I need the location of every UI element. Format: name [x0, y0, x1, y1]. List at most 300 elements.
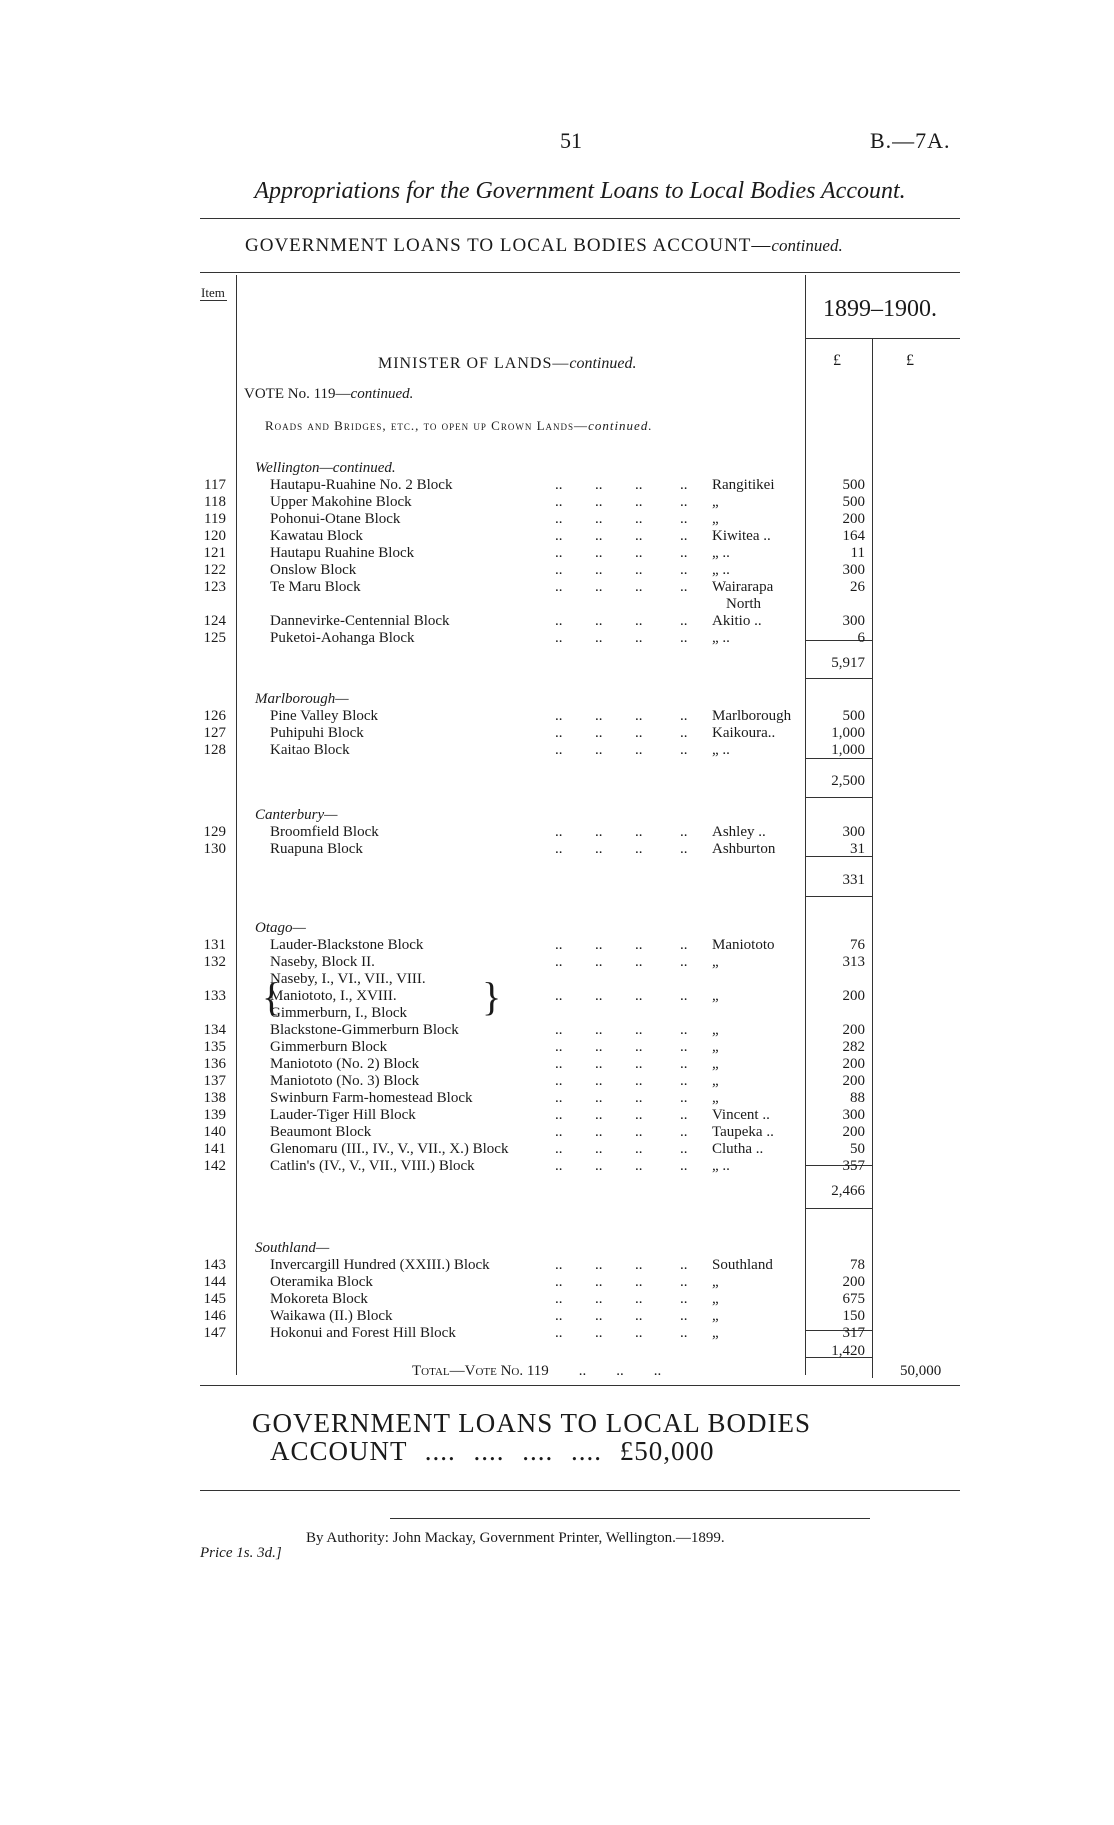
leader-dots: ..: [635, 1022, 643, 1038]
district-name: Wairarapa: [712, 579, 774, 595]
amount-value: 88: [850, 1090, 865, 1106]
item-number: 118: [204, 494, 226, 510]
amount-value: 200: [842, 1274, 865, 1290]
table-row: [0, 1073, 1114, 1090]
table-row: [0, 545, 1114, 562]
table-row: [0, 1325, 1114, 1342]
leader-dots: ..: [555, 1141, 563, 1157]
amount-value: 1,000: [831, 742, 865, 758]
grand-total-line1: GOVERNMENT LOANS TO LOCAL BODIES: [252, 1408, 812, 1438]
leader-dots: ..: [635, 1124, 643, 1140]
grouping-brace-right: }: [482, 974, 502, 1019]
table-row: [0, 1005, 1114, 1022]
leader-dots: ..: [680, 477, 688, 493]
block-name: Mokoreta Block: [270, 1291, 368, 1307]
leader-dots: ..: [595, 562, 603, 578]
leader-dots: ..: [555, 742, 563, 758]
leader-dots: ..: [635, 1039, 643, 1055]
leader-dots: ..: [680, 841, 688, 857]
leader-dots: ..: [555, 579, 563, 595]
item-number: 136: [203, 1056, 226, 1072]
table-row: [0, 630, 1114, 647]
leader-dots: ..: [595, 841, 603, 857]
item-number: 123: [203, 579, 226, 595]
leader-dots: ..: [680, 937, 688, 953]
table-row: [0, 1274, 1114, 1291]
leader-dots: ..: [555, 1325, 563, 1341]
leader-dots: ..: [680, 725, 688, 741]
price-note: Price 1s. 3d.]: [200, 1545, 282, 1561]
item-number: 138: [203, 1090, 226, 1106]
district-name: Southland: [712, 1257, 773, 1273]
item-number: 137: [203, 1073, 226, 1089]
page-number: 51: [560, 128, 582, 153]
leader-dots: ..: [635, 1090, 643, 1106]
minister-heading-suffix: continued.: [569, 355, 637, 372]
district-name: Kiwitea ..: [712, 528, 771, 544]
leader-dots: ..: [680, 1325, 688, 1341]
subtotal-bottom-canterbury: [805, 896, 872, 897]
table-row: [0, 725, 1114, 742]
leader-dots: ..: [635, 742, 643, 758]
block-name: Glenomaru (III., IV., V., VII., X.) Block: [270, 1141, 509, 1157]
district-name: „: [712, 1308, 719, 1324]
item-number: 146: [203, 1308, 226, 1324]
amount-value: 164: [842, 528, 865, 544]
district-name: Clutha ..: [712, 1141, 764, 1157]
leader-dots: ..: [680, 1056, 688, 1072]
leader-dots: ..: [595, 1124, 603, 1140]
block-name: Pohonui-Otane Block: [270, 511, 401, 527]
amount-value: 50: [850, 1141, 865, 1157]
item-number: 141: [203, 1141, 226, 1157]
amount-value: 300: [842, 613, 865, 629]
leader-dots: ..: [680, 1022, 688, 1038]
item-number: 121: [203, 545, 226, 561]
table-row: [0, 477, 1114, 494]
block-name: Waikawa (II.) Block: [270, 1308, 393, 1324]
leader-dots: ..: [635, 1158, 643, 1174]
block-name: Puhipuhi Block: [270, 725, 364, 741]
leader-dots: ..: [595, 613, 603, 629]
leader-dots: ..: [635, 1257, 643, 1273]
region-heading: Wellington—continued.: [255, 460, 396, 476]
leader-dots: ..: [635, 1325, 643, 1341]
roads-heading: [265, 418, 653, 434]
leader-dots: ..: [635, 1107, 643, 1123]
leader-dots: ..: [635, 1073, 643, 1089]
leader-dots: ..: [635, 725, 643, 741]
table-row: [0, 1308, 1114, 1325]
leader-dots: ..: [555, 511, 563, 527]
district-name: Maniototo: [712, 937, 775, 953]
leader-dots: ..: [635, 824, 643, 840]
district-name: „: [712, 988, 719, 1004]
vote-heading: [244, 386, 413, 403]
amount-value: 675: [842, 1291, 865, 1307]
leader-dots: ..: [680, 708, 688, 724]
leader-dots: ..: [595, 630, 603, 646]
block-name: Gimmerburn Block: [270, 1039, 388, 1055]
grouping-brace-left: {: [262, 974, 282, 1019]
leader-dots: ..: [555, 1107, 563, 1123]
district-name: Marlborough: [712, 708, 792, 724]
district-name: „: [712, 1325, 719, 1341]
leader-dots: ..: [595, 579, 603, 595]
leader-dots: ..: [555, 841, 563, 857]
total-vote-label: Total—Vote No. 119 .. .. ..: [412, 1363, 662, 1379]
leader-dots: ..: [635, 511, 643, 527]
item-number: 134: [203, 1022, 226, 1038]
region-heading: Marlborough—: [255, 691, 349, 707]
leader-dots: ..: [680, 1291, 688, 1307]
leader-dots: ..: [635, 613, 643, 629]
block-name: Kaitao Block: [270, 742, 350, 758]
block-name: Hokonui and Forest Hill Block: [270, 1325, 456, 1341]
leader-dots: ..: [680, 1073, 688, 1089]
item-number: 122: [203, 562, 226, 578]
leader-dots: ..: [680, 824, 688, 840]
amount-value: 11: [850, 545, 865, 561]
page-title: Appropriations for the Government Loans to Local Bodies Account.: [254, 178, 906, 204]
table-row: [0, 824, 1114, 841]
leader-dots: ..: [635, 630, 643, 646]
amount-value: 6: [857, 630, 865, 646]
leader-dots: ..: [595, 725, 603, 741]
amount-value: 200: [842, 511, 865, 527]
table-top-rule: [200, 272, 960, 273]
district-name: Ashley ..: [712, 824, 766, 840]
amount-value: 300: [842, 824, 865, 840]
item-number: 145: [203, 1291, 226, 1307]
year-header-rule: [805, 338, 960, 339]
amount-value: 1,000: [831, 725, 865, 741]
vote-heading-text: VOTE No. 119—: [244, 386, 351, 402]
leader-dots: ..: [555, 562, 563, 578]
account-subtitle: [245, 235, 843, 257]
leader-dots: ..: [555, 708, 563, 724]
document-reference: B.—7A.: [870, 128, 951, 153]
amount-value: 300: [842, 562, 865, 578]
block-name: Beaumont Block: [270, 1124, 372, 1140]
block-name: Pine Valley Block: [270, 708, 379, 724]
leader-dots: ..: [555, 1274, 563, 1290]
table-row: [0, 1141, 1114, 1158]
leader-dots: ..: [595, 1056, 603, 1072]
leader-dots: ..: [680, 1257, 688, 1273]
leader-dots: ..: [680, 1039, 688, 1055]
leader-dots: ..: [555, 1291, 563, 1307]
table-row: [0, 1090, 1114, 1107]
block-name: Onslow Block: [270, 562, 357, 578]
block-name: Lauder-Tiger Hill Block: [270, 1107, 416, 1123]
district-name: „ ..: [712, 742, 730, 758]
leader-dots: ..: [595, 742, 603, 758]
item-number: 127: [203, 725, 226, 741]
leader-dots: ..: [595, 1158, 603, 1174]
item-number: 128: [203, 742, 226, 758]
table-row: [0, 511, 1114, 528]
leader-dots: ..: [595, 1073, 603, 1089]
amount-value: 200: [842, 1056, 865, 1072]
leader-dots: ..: [555, 1090, 563, 1106]
region-heading: Southland—: [255, 1240, 330, 1256]
roads-heading-text: Roads and Bridges, etc., to open up Crown Lands—: [265, 418, 589, 433]
leader-dots: ..: [595, 937, 603, 953]
amount-value: 150: [842, 1308, 865, 1324]
item-number: 130: [203, 841, 226, 857]
table-row: [0, 579, 1114, 596]
leader-dots: ..: [635, 1291, 643, 1307]
district-name: „: [712, 1022, 719, 1038]
block-name: Hautapu-Ruahine No. 2 Block: [270, 477, 453, 493]
block-name: Blackstone-Gimmerburn Block: [270, 1022, 459, 1038]
block-name: Maniototo, I., XVIII.: [270, 988, 397, 1004]
leader-dots: ..: [635, 477, 643, 493]
district-name: „: [712, 1090, 719, 1106]
leader-dots: ..: [635, 562, 643, 578]
leader-dots: ..: [635, 1141, 643, 1157]
leader-dots: ..: [595, 1090, 603, 1106]
table-row: [0, 1257, 1114, 1274]
minister-heading: [378, 355, 636, 373]
leader-dots: ..: [595, 1107, 603, 1123]
currency-header-col2: £: [906, 352, 914, 369]
section-subtotal: 331: [842, 872, 865, 888]
district-name: „: [712, 1291, 719, 1307]
leader-dots: ..: [555, 988, 563, 1004]
leader-dots: ..: [595, 1308, 603, 1324]
district-name: „: [712, 494, 719, 510]
leader-dots: ..: [680, 545, 688, 561]
leader-dots: ..: [555, 477, 563, 493]
item-number: 135: [203, 1039, 226, 1055]
leader-dots: ..: [555, 1022, 563, 1038]
total-vote-label-text: Total—Vote No. 119: [412, 1363, 549, 1379]
amount-value: 500: [842, 708, 865, 724]
block-name: Invercargill Hundred (XXIII.) Block: [270, 1257, 490, 1273]
table-row: [0, 1039, 1114, 1056]
leader-dots: ..: [680, 1107, 688, 1123]
block-name: Hautapu Ruahine Block: [270, 545, 415, 561]
item-number: 129: [203, 824, 226, 840]
leader-dots: ..: [595, 1325, 603, 1341]
section-subtotal: 2,466: [831, 1183, 865, 1199]
item-number: 147: [203, 1325, 226, 1341]
leader-dots: ..: [595, 477, 603, 493]
district-name: „: [712, 1039, 719, 1055]
leader-dots: ..: [635, 1274, 643, 1290]
district-name: Ashburton: [712, 841, 776, 857]
item-number: 140: [203, 1124, 226, 1140]
table-row: [0, 1107, 1114, 1124]
leader-dots: ..: [680, 613, 688, 629]
leader-dots: ..: [555, 1124, 563, 1140]
leader-dots: ..: [635, 1308, 643, 1324]
leader-dots: ..: [555, 937, 563, 953]
leader-dots: ..: [680, 562, 688, 578]
district-name: Rangitikei: [712, 477, 775, 493]
leader-dots: ..: [555, 545, 563, 561]
block-name: Broomfield Block: [270, 824, 379, 840]
district-name: „: [712, 1073, 719, 1089]
leader-dots: ..: [555, 494, 563, 510]
leader-dots: ..: [555, 1039, 563, 1055]
leader-dots: ..: [680, 1090, 688, 1106]
table-row: [0, 562, 1114, 579]
table-row: [0, 494, 1114, 511]
amount-value: 357: [842, 1158, 865, 1174]
table-row: [0, 613, 1114, 630]
leader-dots: ..: [555, 528, 563, 544]
item-number: 139: [203, 1107, 226, 1123]
amount-value: 282: [842, 1039, 865, 1055]
amount-value: 200: [842, 1022, 865, 1038]
table-row: [0, 937, 1114, 954]
region-heading: Canterbury—: [255, 807, 338, 823]
block-name: Maniototo (No. 2) Block: [270, 1056, 420, 1072]
district-name: „: [712, 511, 719, 527]
currency-header-col1: £: [833, 352, 841, 369]
leader-dots: ..: [635, 841, 643, 857]
district-name: „: [712, 1274, 719, 1290]
block-name: Maniototo (No. 3) Block: [270, 1073, 420, 1089]
leader-dots: ..: [555, 1073, 563, 1089]
leader-dots: ..: [595, 511, 603, 527]
amount-value: 500: [842, 494, 865, 510]
leader-dots: ..: [635, 988, 643, 1004]
block-name: Swinburn Farm-homestead Block: [270, 1090, 473, 1106]
block-name: Naseby, I., VI., VII., VIII.: [270, 971, 426, 987]
table-row: [0, 1022, 1114, 1039]
district-name: Kaikoura..: [712, 725, 776, 741]
table-row-continuation: [0, 596, 1114, 613]
leader-dots: ..: [680, 1308, 688, 1324]
leader-dots: ..: [680, 1274, 688, 1290]
vote-heading-suffix: continued.: [350, 386, 414, 402]
leader-dots: ..: [680, 528, 688, 544]
leader-dots: ..: [595, 708, 603, 724]
leader-dots: ..: [595, 1141, 603, 1157]
leader-dots: ..: [680, 630, 688, 646]
district-name-continued: North: [726, 596, 761, 612]
item-number: 143: [203, 1257, 226, 1273]
leader-dots: ..: [635, 579, 643, 595]
table-row: [0, 1056, 1114, 1073]
district-name: Taupeka ..: [712, 1124, 774, 1140]
table-row: [0, 1291, 1114, 1308]
amount-value: 200: [842, 1073, 865, 1089]
block-name: Naseby, Block II.: [270, 954, 375, 970]
block-name: Catlin's (IV., V., VII., VIII.) Block: [270, 1158, 475, 1174]
block-name: Dannevirke-Centennial Block: [270, 613, 450, 629]
block-name: Upper Makohine Block: [270, 494, 412, 510]
leader-dots: ..: [635, 494, 643, 510]
item-number: 120: [203, 528, 226, 544]
district-name: „: [712, 1056, 719, 1072]
leader-dots: ..: [595, 1274, 603, 1290]
subtotal-bottom-marlborough: [805, 797, 872, 798]
leader-dots: ..: [595, 988, 603, 1004]
amount-value: 26: [850, 579, 865, 595]
amount-value: 500: [842, 477, 865, 493]
table-row: [0, 988, 1114, 1005]
table-row: [0, 528, 1114, 545]
item-number: 117: [204, 477, 226, 493]
grand-total-line2: ACCOUNT .... .... .... .... £50,000: [270, 1436, 715, 1466]
district-name: „ ..: [712, 630, 730, 646]
leader-dots: ..: [595, 1039, 603, 1055]
amount-value: 78: [850, 1257, 865, 1273]
leader-dots: ..: [680, 1158, 688, 1174]
district-name: Akitio ..: [712, 613, 762, 629]
total-vote-value: 50,000: [900, 1363, 942, 1379]
table-row: [0, 708, 1114, 725]
leader-dots: ..: [555, 725, 563, 741]
leader-dots: ..: [595, 545, 603, 561]
leader-dots: ..: [595, 528, 603, 544]
account-subtitle-text: GOVERNMENT LOANS TO LOCAL BODIES ACCOUNT—: [245, 235, 772, 256]
section-subtotal: 5,917: [831, 655, 865, 671]
item-number: 124: [203, 613, 226, 629]
region-heading: Otago—: [255, 920, 306, 936]
district-name: Vincent ..: [712, 1107, 770, 1123]
table-row: [0, 1124, 1114, 1141]
amount-value: 313: [842, 954, 865, 970]
leader-dots: ..: [595, 954, 603, 970]
item-number: 131: [203, 937, 226, 953]
block-name: Ruapuna Block: [270, 841, 363, 857]
leader-dots: ..: [680, 579, 688, 595]
leader-dots: ..: [680, 494, 688, 510]
leader-dots: ..: [595, 1257, 603, 1273]
leader-dots: ..: [680, 988, 688, 1004]
table-row: [0, 971, 1114, 988]
leader-dots: ..: [555, 1056, 563, 1072]
leader-dots: ..: [595, 494, 603, 510]
section-subtotal: 2,500: [831, 773, 865, 789]
section-subtotal: 1,420: [831, 1343, 865, 1359]
grand-total-rule: [200, 1490, 960, 1491]
leader-dots: ..: [555, 630, 563, 646]
item-number: 132: [203, 954, 226, 970]
block-name: Lauder-Blackstone Block: [270, 937, 424, 953]
item-number: 144: [203, 1274, 226, 1290]
leader-dots: ..: [555, 1158, 563, 1174]
block-name: Gimmerburn, I., Block: [270, 1005, 408, 1021]
title-rule: [200, 218, 960, 219]
year-header: 1899–1900.: [823, 296, 937, 322]
item-number: 119: [204, 511, 226, 527]
leader-dots: ..: [680, 742, 688, 758]
leader-dots: ..: [680, 1141, 688, 1157]
leader-dots: ..: [680, 954, 688, 970]
amount-value: 300: [842, 1107, 865, 1123]
footer-rule: [390, 1518, 870, 1519]
leader-dots: ..: [635, 954, 643, 970]
leader-dots: ..: [635, 937, 643, 953]
leader-dots: ..: [635, 1056, 643, 1072]
leader-dots: ..: [555, 1308, 563, 1324]
amount-value: 31: [850, 841, 865, 857]
table-bottom-rule: [200, 1385, 960, 1386]
amount-value: 200: [842, 988, 865, 1004]
district-name: „: [712, 954, 719, 970]
district-name: „ ..: [712, 545, 730, 561]
amount-value: 76: [850, 937, 865, 953]
minister-heading-text: MINISTER OF LANDS—: [378, 355, 570, 372]
subtotal-bottom-wellington: [805, 678, 872, 679]
